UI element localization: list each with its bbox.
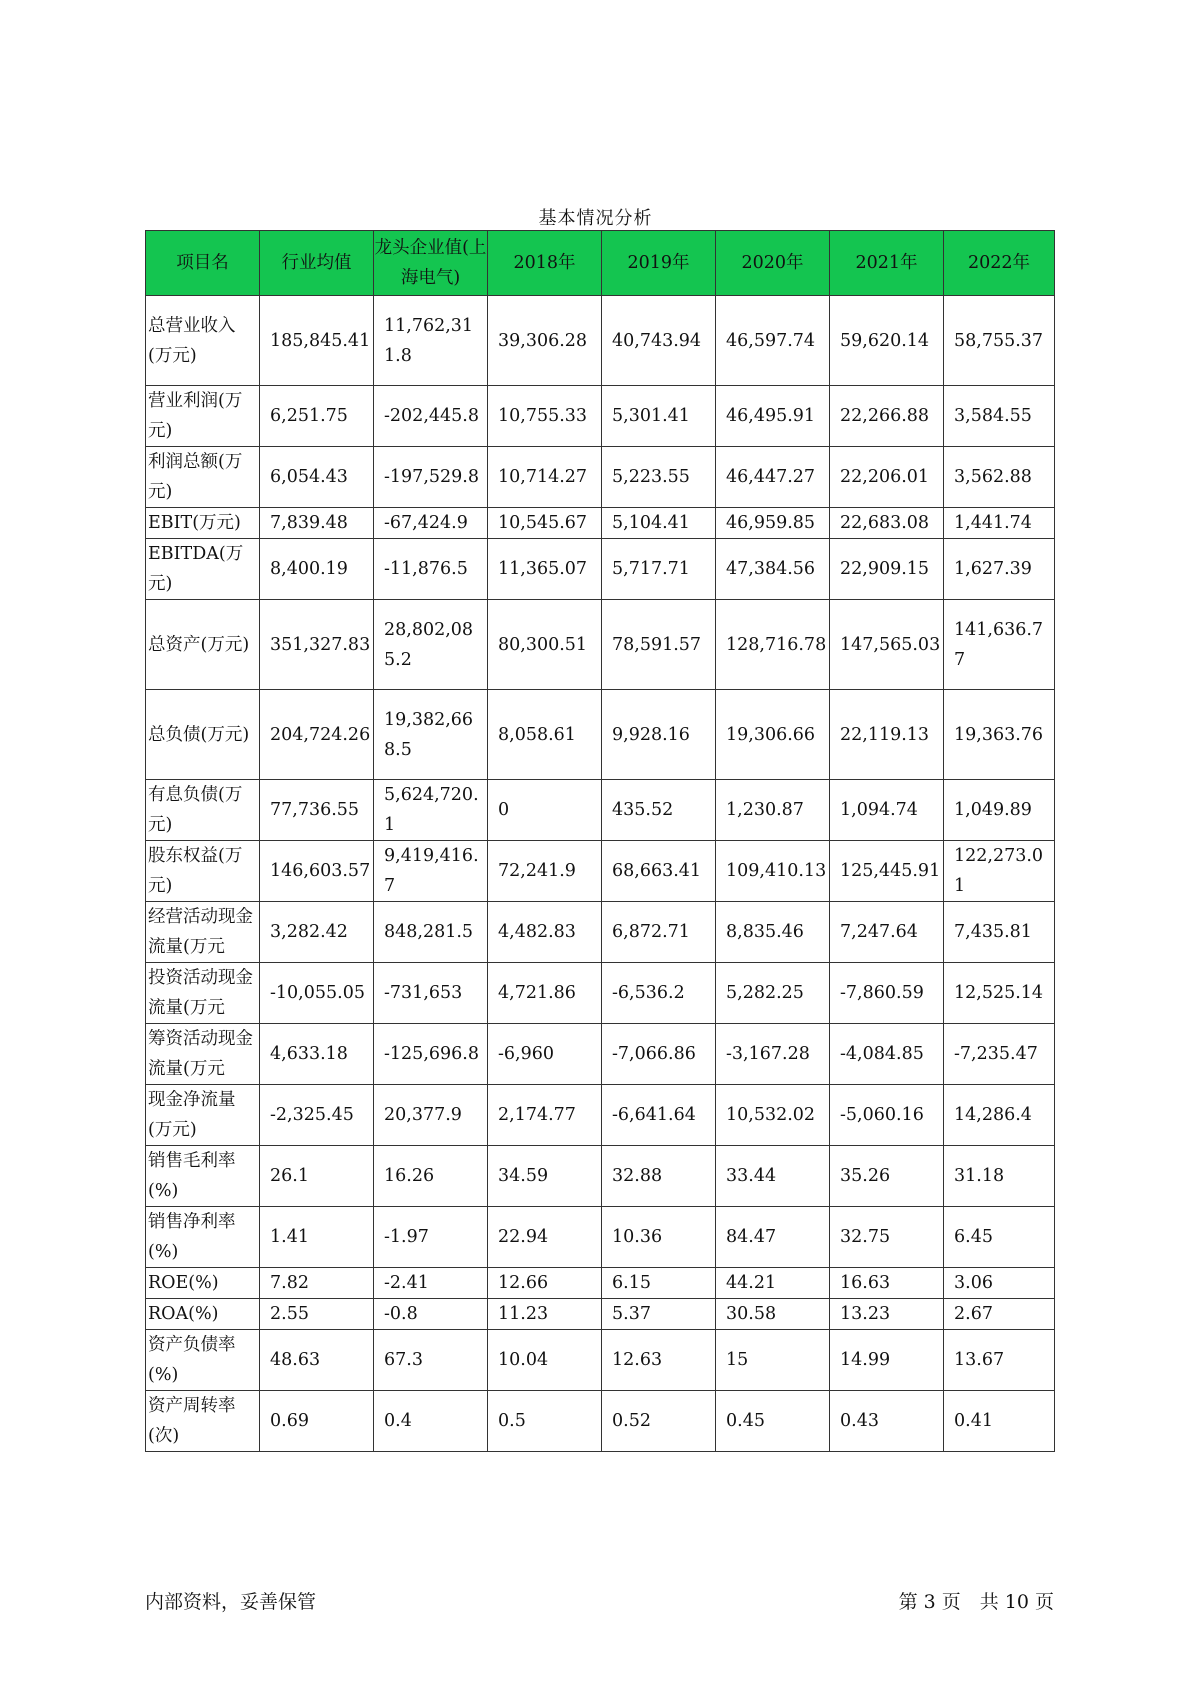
column-header: 行业均值 bbox=[260, 231, 374, 296]
table-cell: 5,301.41 bbox=[602, 386, 716, 447]
table-cell: 0.45 bbox=[716, 1391, 830, 1452]
table-cell: 77,736.55 bbox=[260, 780, 374, 841]
table-cell: 6,872.71 bbox=[602, 902, 716, 963]
table-cell: 141,636.77 bbox=[944, 600, 1055, 690]
table-row bbox=[146, 1146, 1055, 1207]
table-cell: 125,445.91 bbox=[830, 841, 944, 902]
table-cell: 26.1 bbox=[260, 1146, 374, 1207]
table-cell: 128,716.78 bbox=[716, 600, 830, 690]
table-row bbox=[146, 963, 1055, 1024]
table-cell: 351,327.83 bbox=[260, 600, 374, 690]
table-cell: 48.63 bbox=[260, 1330, 374, 1391]
column-header: 2022年 bbox=[944, 231, 1055, 296]
table-row bbox=[146, 1391, 1055, 1452]
table-cell: 1,441.74 bbox=[944, 508, 1055, 539]
row-label: 经营活动现金流量(万元 bbox=[146, 902, 260, 963]
table-cell: -67,424.9 bbox=[374, 508, 488, 539]
table-caption: 基本情况分析 bbox=[538, 208, 653, 229]
table-cell: -125,696.8 bbox=[374, 1024, 488, 1085]
table-cell: 1,049.89 bbox=[944, 780, 1055, 841]
table-cell: 72,241.9 bbox=[488, 841, 602, 902]
table-cell: 10,755.33 bbox=[488, 386, 602, 447]
table-cell: 58,755.37 bbox=[944, 296, 1055, 386]
table-cell: -4,084.85 bbox=[830, 1024, 944, 1085]
table-cell: 22,266.88 bbox=[830, 386, 944, 447]
table-cell: 68,663.41 bbox=[602, 841, 716, 902]
table-cell: -197,529.8 bbox=[374, 447, 488, 508]
table-cell: 10.04 bbox=[488, 1330, 602, 1391]
table-cell: 5,717.71 bbox=[602, 539, 716, 600]
table-cell: 0.52 bbox=[602, 1391, 716, 1452]
table-cell: 5,624,720.1 bbox=[374, 780, 488, 841]
row-label: 现金净流量(万元) bbox=[146, 1085, 260, 1146]
row-label: 总营业收入(万元) bbox=[146, 296, 260, 386]
table-cell: 13.23 bbox=[830, 1299, 944, 1330]
table-cell: 8,835.46 bbox=[716, 902, 830, 963]
table-cell: 80,300.51 bbox=[488, 600, 602, 690]
table-cell: 109,410.13 bbox=[716, 841, 830, 902]
table-cell: 6.15 bbox=[602, 1268, 716, 1299]
table-cell: 14,286.4 bbox=[944, 1085, 1055, 1146]
table-row bbox=[146, 841, 1055, 902]
column-header: 2019年 bbox=[602, 231, 716, 296]
table-row bbox=[146, 386, 1055, 447]
row-label: 总资产(万元) bbox=[146, 600, 260, 690]
table-cell: 33.44 bbox=[716, 1146, 830, 1207]
table-cell: 22,683.08 bbox=[830, 508, 944, 539]
table-cell: 0.4 bbox=[374, 1391, 488, 1452]
table-cell: 12,525.14 bbox=[944, 963, 1055, 1024]
table-cell: 1,627.39 bbox=[944, 539, 1055, 600]
table-cell: 1,094.74 bbox=[830, 780, 944, 841]
table-body bbox=[146, 296, 1055, 1452]
table-row bbox=[146, 690, 1055, 780]
table-cell: 146,603.57 bbox=[260, 841, 374, 902]
table-cell: 147,565.03 bbox=[830, 600, 944, 690]
table-cell: 39,306.28 bbox=[488, 296, 602, 386]
table-cell: 22.94 bbox=[488, 1207, 602, 1268]
table-row bbox=[146, 1299, 1055, 1330]
row-label: 资产周转率(次) bbox=[146, 1391, 260, 1452]
table-cell: 78,591.57 bbox=[602, 600, 716, 690]
table-cell: 11,365.07 bbox=[488, 539, 602, 600]
financial-table bbox=[145, 230, 1055, 1452]
table-cell: 8,400.19 bbox=[260, 539, 374, 600]
table-row bbox=[146, 447, 1055, 508]
table-cell: -6,960 bbox=[488, 1024, 602, 1085]
row-label: 资产负债率(%) bbox=[146, 1330, 260, 1391]
table-cell: 13.67 bbox=[944, 1330, 1055, 1391]
table-cell: 11,762,311.8 bbox=[374, 296, 488, 386]
table-cell: 5,282.25 bbox=[716, 963, 830, 1024]
table-cell: 59,620.14 bbox=[830, 296, 944, 386]
table-cell: 6,251.75 bbox=[260, 386, 374, 447]
table-cell: 2,174.77 bbox=[488, 1085, 602, 1146]
table-cell: -11,876.5 bbox=[374, 539, 488, 600]
table-cell: 32.75 bbox=[830, 1207, 944, 1268]
table-cell: 10,545.67 bbox=[488, 508, 602, 539]
table-cell: 30.58 bbox=[716, 1299, 830, 1330]
table-cell: 19,306.66 bbox=[716, 690, 830, 780]
row-label: 投资活动现金流量(万元 bbox=[146, 963, 260, 1024]
footer-page-number: 第 3 页 共 10 页 bbox=[898, 1591, 1054, 1613]
row-label: 股东权益(万元) bbox=[146, 841, 260, 902]
table-row bbox=[146, 1024, 1055, 1085]
table-row bbox=[146, 1207, 1055, 1268]
row-label: ROE(%) bbox=[146, 1268, 260, 1299]
table-cell: 1.41 bbox=[260, 1207, 374, 1268]
table-cell: -2.41 bbox=[374, 1268, 488, 1299]
table-cell: 0.43 bbox=[830, 1391, 944, 1452]
row-label: EBIT(万元) bbox=[146, 508, 260, 539]
table-cell: 4,482.83 bbox=[488, 902, 602, 963]
row-label: 销售毛利率(%) bbox=[146, 1146, 260, 1207]
row-label: 营业利润(万元) bbox=[146, 386, 260, 447]
table-cell: 31.18 bbox=[944, 1146, 1055, 1207]
table-cell: 10.36 bbox=[602, 1207, 716, 1268]
table-cell: 0.41 bbox=[944, 1391, 1055, 1452]
table-cell: 4,721.86 bbox=[488, 963, 602, 1024]
table-cell: 20,377.9 bbox=[374, 1085, 488, 1146]
row-label: 销售净利率(%) bbox=[146, 1207, 260, 1268]
table-cell: 34.59 bbox=[488, 1146, 602, 1207]
row-label: 筹资活动现金流量(万元 bbox=[146, 1024, 260, 1085]
table-cell: 10,532.02 bbox=[716, 1085, 830, 1146]
table-cell: 8,058.61 bbox=[488, 690, 602, 780]
table-cell: -3,167.28 bbox=[716, 1024, 830, 1085]
table-cell: 12.66 bbox=[488, 1268, 602, 1299]
table-cell: 4,633.18 bbox=[260, 1024, 374, 1085]
table-cell: 46,597.74 bbox=[716, 296, 830, 386]
table-cell: 9,928.16 bbox=[602, 690, 716, 780]
table-cell: 204,724.26 bbox=[260, 690, 374, 780]
table-cell: 122,273.01 bbox=[944, 841, 1055, 902]
row-label: EBITDA(万元) bbox=[146, 539, 260, 600]
column-header: 2018年 bbox=[488, 231, 602, 296]
table-cell: 22,909.15 bbox=[830, 539, 944, 600]
table-cell: 10,714.27 bbox=[488, 447, 602, 508]
table-cell: 40,743.94 bbox=[602, 296, 716, 386]
table-cell: 0.69 bbox=[260, 1391, 374, 1452]
table-cell: 0.5 bbox=[488, 1391, 602, 1452]
table-row bbox=[146, 508, 1055, 539]
table-cell: 7,247.64 bbox=[830, 902, 944, 963]
table-cell: 35.26 bbox=[830, 1146, 944, 1207]
table-cell: 44.21 bbox=[716, 1268, 830, 1299]
column-header: 龙头企业值(上海电气) bbox=[374, 231, 488, 296]
table-cell: 185,845.41 bbox=[260, 296, 374, 386]
table-cell: 46,495.91 bbox=[716, 386, 830, 447]
table-cell: -7,066.86 bbox=[602, 1024, 716, 1085]
table-cell: -202,445.8 bbox=[374, 386, 488, 447]
table-cell: 47,384.56 bbox=[716, 539, 830, 600]
table-cell: 19,363.76 bbox=[944, 690, 1055, 780]
table-cell: 22,119.13 bbox=[830, 690, 944, 780]
table-cell: 2.67 bbox=[944, 1299, 1055, 1330]
table-cell: 3,282.42 bbox=[260, 902, 374, 963]
table-cell: 16.63 bbox=[830, 1268, 944, 1299]
table-cell: -6,641.64 bbox=[602, 1085, 716, 1146]
table-row bbox=[146, 1085, 1055, 1146]
table-cell: 15 bbox=[716, 1330, 830, 1391]
table-row bbox=[146, 902, 1055, 963]
table-cell: -7,235.47 bbox=[944, 1024, 1055, 1085]
table-cell: 435.52 bbox=[602, 780, 716, 841]
table-cell: 7,839.48 bbox=[260, 508, 374, 539]
table-cell: 11.23 bbox=[488, 1299, 602, 1330]
table-row bbox=[146, 1330, 1055, 1391]
row-label: 有息负债(万元) bbox=[146, 780, 260, 841]
table-cell: 3,584.55 bbox=[944, 386, 1055, 447]
table-row bbox=[146, 539, 1055, 600]
table-cell: 9,419,416.7 bbox=[374, 841, 488, 902]
table-cell: -0.8 bbox=[374, 1299, 488, 1330]
table-cell: 46,447.27 bbox=[716, 447, 830, 508]
table-row bbox=[146, 296, 1055, 386]
table-cell: 1,230.87 bbox=[716, 780, 830, 841]
column-header: 2021年 bbox=[830, 231, 944, 296]
row-label: ROA(%) bbox=[146, 1299, 260, 1330]
table-cell: -1.97 bbox=[374, 1207, 488, 1268]
table-cell: -2,325.45 bbox=[260, 1085, 374, 1146]
column-header: 项目名 bbox=[146, 231, 260, 296]
table-cell: 7,435.81 bbox=[944, 902, 1055, 963]
table-cell: 5,104.41 bbox=[602, 508, 716, 539]
footer-confidential-note: 内部资料，妥善保管 bbox=[145, 1591, 317, 1613]
table-cell: 14.99 bbox=[830, 1330, 944, 1391]
table-cell: 84.47 bbox=[716, 1207, 830, 1268]
table-row bbox=[146, 600, 1055, 690]
table-row bbox=[146, 1268, 1055, 1299]
table-cell: 3,562.88 bbox=[944, 447, 1055, 508]
table-cell: 12.63 bbox=[602, 1330, 716, 1391]
table-cell: 32.88 bbox=[602, 1146, 716, 1207]
table-cell: 5,223.55 bbox=[602, 447, 716, 508]
table-cell: 7.82 bbox=[260, 1268, 374, 1299]
table-cell: 6,054.43 bbox=[260, 447, 374, 508]
table-cell: 5.37 bbox=[602, 1299, 716, 1330]
table-cell: 0 bbox=[488, 780, 602, 841]
table-cell: 46,959.85 bbox=[716, 508, 830, 539]
table-cell: -5,060.16 bbox=[830, 1085, 944, 1146]
table-cell: 67.3 bbox=[374, 1330, 488, 1391]
table-header-row bbox=[146, 231, 1055, 296]
column-header: 2020年 bbox=[716, 231, 830, 296]
table-cell: 19,382,668.5 bbox=[374, 690, 488, 780]
table-row bbox=[146, 780, 1055, 841]
table-cell: 848,281.5 bbox=[374, 902, 488, 963]
table-cell: -10,055.05 bbox=[260, 963, 374, 1024]
table-cell: -731,653 bbox=[374, 963, 488, 1024]
table-cell: -7,860.59 bbox=[830, 963, 944, 1024]
table-cell: 16.26 bbox=[374, 1146, 488, 1207]
table-cell: 6.45 bbox=[944, 1207, 1055, 1268]
table-cell: 22,206.01 bbox=[830, 447, 944, 508]
row-label: 利润总额(万元) bbox=[146, 447, 260, 508]
table-cell: 3.06 bbox=[944, 1268, 1055, 1299]
table-cell: 2.55 bbox=[260, 1299, 374, 1330]
table-cell: -6,536.2 bbox=[602, 963, 716, 1024]
row-label: 总负债(万元) bbox=[146, 690, 260, 780]
table-cell: 28,802,085.2 bbox=[374, 600, 488, 690]
